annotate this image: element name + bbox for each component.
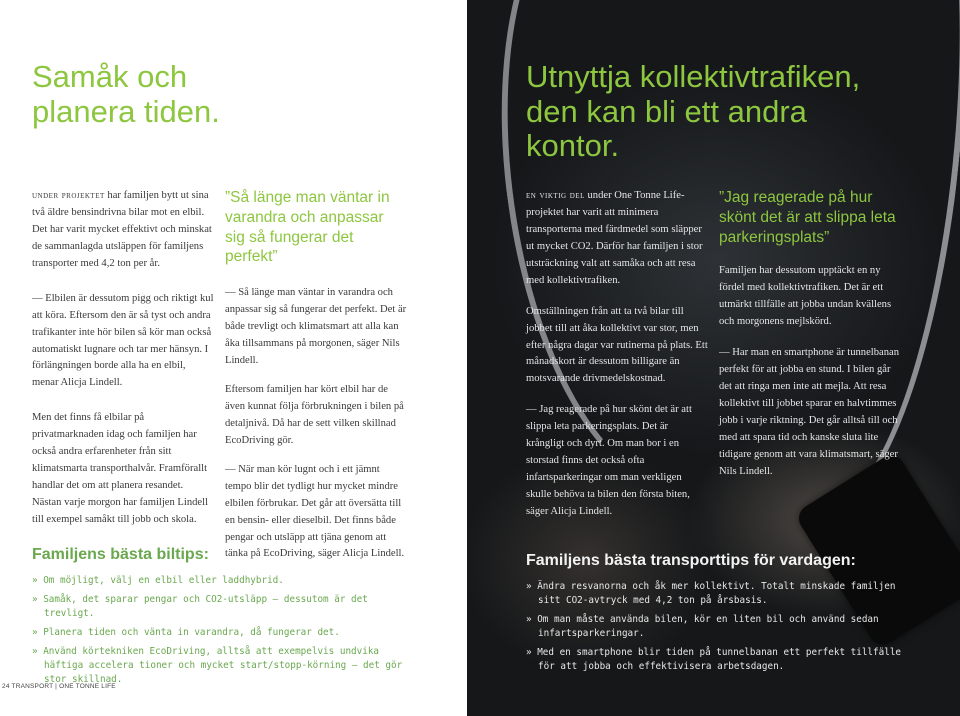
right-tip-item: » Om man måste använda bilen, kör en liten bil och använd sedan infartsparkeringar.	[526, 613, 879, 639]
left-tip-item: » Samåk, det sparar pengar och CO2-utsläpp — dessutom är det trevligt.	[32, 593, 368, 619]
right-col1-para1	[526, 188, 708, 290]
left-col1-para3: Men det finns få elbilar på privatmarknaden idag och familjen har också andra erfarenheter från sitt klimatsmarta transporthalvår. Framförallt handlar det om att planera resandet. Nästan varje morgon har familjen Lindell till exempel samåkt till jobb och skola.	[32, 412, 209, 525]
right-col1-para3: — Jag reagerade på hur skönt det är att slippa leta parkeringsplats. Det är krångligt och dyrt. Om man bor i en storstad finns det också ofta infartsparkeringar om man verkligen skulle behöva ta bilen den första biten, säger Alicja Lindell.	[526, 404, 692, 517]
right-tips-list	[526, 580, 906, 679]
left-col1-lead: under projektet	[32, 190, 105, 201]
left-tips-list	[32, 574, 408, 692]
right-title-line-3: kontor.	[526, 128, 620, 164]
right-title-line-2: den kan bli ett andra	[526, 93, 807, 129]
right-pull-quote: ”Jag reagerade på hur skönt det är att slippa leta parkeringsplats”	[719, 189, 896, 246]
right-col1-lead: en viktig del	[526, 190, 585, 201]
right-col1-para1-rest: under One Tonne Life-projektet har varit att minimera transporterna med färdmedel som släpper ut mycket CO2. Därför har familjen i stor utsträckning valt att samåka och att resa med kollektivtrafiken.	[526, 190, 703, 286]
left-col2-para1: — Så länge man väntar in varandra och anpassar sig så fungerar det perfekt. Det är både trevligt och klimatsmart att alla kan åka tillsammans på morgonen, säger Nils Lindell.	[225, 287, 407, 367]
left-column-2	[225, 188, 407, 563]
page-footer: 24 TRANSPORT | ONE TONNE LIFE	[2, 683, 116, 690]
right-tip-item: » Ändra resvanorna och åk mer kollektivt. Totalt minskade familjen sitt CO2-avtryck med 4,2 ton på årsbasis.	[526, 581, 896, 606]
right-tip-item: » Med en smartphone blir tiden på tunnelbanan ett perfekt tillfälle för att jobba och effektivisera arbetsdagen.	[526, 646, 902, 672]
left-col1-para2: — Elbilen är dessutom pigg och riktigt kul att köra. Eftersom den är så tyst och andra trafikanter inte hör bilen så kör man också automatiskt lugnare och tar mer hänsyn. I förlängningen borde alla ha en elbil, menar Alicja Lindell.	[32, 292, 214, 389]
right-tips-title: Familjens bästa transporttips för vardagen:	[526, 552, 856, 569]
left-tip-item: » Planera tiden och vänta in varandra, då fungerar det.	[32, 626, 340, 638]
left-col1-para1	[32, 188, 214, 273]
left-col2-para2: Eftersom familjen har kört elbil har de även kunnat följa förbrukningen i bilen på detaljnivå. Då har de sett vilken skillnad EcoDriving gör.	[225, 384, 404, 446]
left-column-1	[32, 188, 214, 529]
right-col2-para2: — Har man en smartphone är tunnelbanan perfekt för att jobba en stund. I bilen går det att ringa men inte att mejla. Att resa kollektivt till jobbet sparar en halvtimmes jobb i varje riktning. Det går alltså till och med att spara tid och kanske sluta lite tidigare genom att vara klimatsmart, säger Nils Lindell.	[719, 347, 900, 477]
right-column-1	[526, 188, 708, 521]
right-page-title	[526, 60, 860, 164]
left-col2-para3: — När man kör lugnt och i ett jämnt tempo blir det tydligt hur mycket mindre elbilen förbrukar. Det går att översätta till en bensin- eller dieselbil. Det finns både pengar och utsläpp att tjäna genom att tänka på EcoDriving, säger Alicja Lindell.	[225, 463, 405, 560]
right-page	[467, 0, 960, 716]
right-col2-para1: Familjen har dessutom upptäckt en ny fördel med kollektivtrafiken. Det är ett utmärkt tillfälle att jobba undan kvällens och morgonens mejlskörd.	[719, 265, 892, 328]
left-page-title	[32, 60, 220, 129]
right-col1-para2: Omställningen från att ta två bilar till jobbet till att åka kollektivt var stor, men efter några dagar var rutinerna på plats. Ett månadskort är dessutom billigare än motsvarande drivmedelskostnad.	[526, 305, 708, 385]
right-column-2	[719, 188, 901, 481]
left-tip-item: » Om möjligt, välj en elbil eller laddhybrid.	[32, 575, 284, 586]
left-tips-title: Familjens bästa biltips:	[32, 546, 209, 563]
left-title-line-2: planera tiden.	[32, 93, 220, 129]
left-tip-item: » Använd körtekniken EcoDriving, alltså att exempelvis undvika häftiga accelera tioner och mycket start/stopp-körning — det gör stor skillnad.	[32, 645, 403, 685]
left-col1-para1-rest: har familjen bytt ut sina två äldre bensindrivna bilar mot en elbil. Det har varit mycket effektivt och minskat de sammanlagda utsläppen för familjens transporter med 4,2 ton per år.	[32, 190, 212, 269]
left-title-line-1: Samåk och	[32, 59, 188, 94]
left-pull-quote: ”Så länge man väntar in varandra och anpassar sig så fungerar det perfekt”	[225, 189, 390, 266]
right-title-line-1: Utnyttja kollektivtrafiken,	[526, 59, 861, 94]
